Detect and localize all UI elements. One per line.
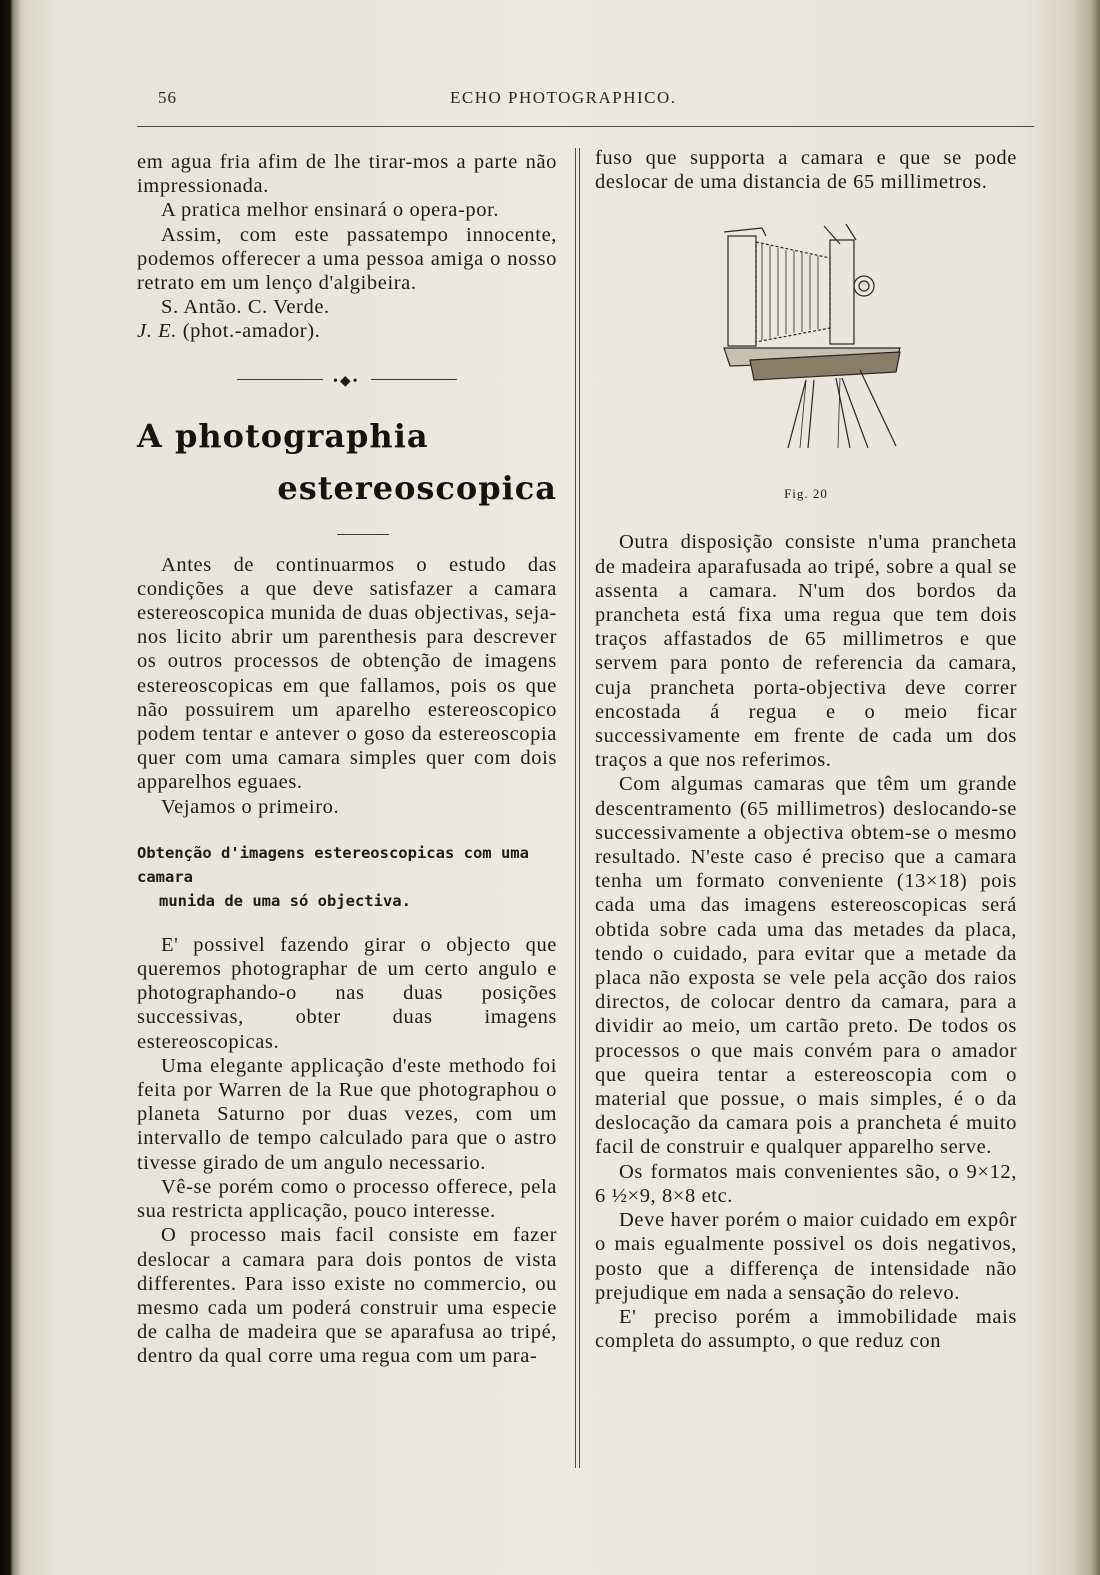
ornament-line	[371, 379, 457, 380]
article-title-line1: A photographia	[137, 416, 429, 455]
lens	[854, 276, 874, 296]
right-column	[595, 146, 1017, 1353]
camera-front-standard	[830, 240, 854, 344]
paragraph: Vejamos o primeiro.	[161, 795, 340, 818]
signature-initials: J. E.	[137, 320, 177, 343]
paragraph: Assim, com este passatempo innocente, podemos offerecer a uma pessoa amiga o nosso retrato em um lenço d'algibeira.	[137, 223, 557, 295]
paragraph: E' preciso porém a immobilidade mais completa do assumpto, o que reduz con	[595, 1305, 1017, 1353]
paragraph: Com algumas camaras que têm um grande descentramento (65 millimetros) deslocando-se successivamente a objectiva obtem-se o mesmo resultado. N'este caso é preciso que a camara tenha um formato conveniente (13×18) pois cada uma das imagens estereoscopicas será obtida sobre cada uma das metades da placa, tendo o cuidado, para evitar que a metade da placa não exposta se vele pela acção dos raios directos, de colocar dentro da camara, para a dividir ao meio, um cartão preto. De todos os processos o que mais convém para o amador que queira tentar a estereoscopia com o material que possue, o mais simples, é o da deslocação da camara pois a prancheta é muito facil de construir e qualquer apparelho serve.	[595, 773, 1017, 1159]
section-heading-line2: munida de uma só objectiva.	[159, 891, 411, 910]
paragraph: Os formatos mais convenientes são, o 9×12, 6 ½×9, 8×8 etc.	[595, 1160, 1017, 1207]
paragraph: Antes de continuarmos o estudo das condições a que deve satisfazer a camara estereoscopica munida de duas objectivas, seja-nos licito abrir um parenthesis para descrever os outros processos de obtenção de imagens estereoscopicas em que fallamos, pois os que não possuirem um aparelho estereoscopico podem tentar e antever o goso da estereoscopia quer com uma camara simples quer com dois apparelhos eguaes.	[137, 553, 557, 794]
figure-caption: Fig. 20	[784, 486, 828, 502]
section-heading-line1: Obtenção d'imagens estereoscopicas com uma camara	[137, 843, 529, 886]
signature-role: (phot.-amador).	[182, 320, 321, 343]
running-head	[20, 86, 1100, 110]
header-rule	[137, 126, 1034, 127]
article-title-line2: estereoscopica	[277, 468, 557, 507]
section-ornament	[237, 370, 457, 390]
journal-title: ECHO PHOTOGRAPHICO.	[450, 88, 677, 107]
paragraph: Uma elegante applicação d'este methodo foi feita por Warren de la Rue que photographou o planeta Saturno por duas vezes, com um intervallo de tempo calculado para que o astro tivesse girado de um angulo necessario.	[137, 1054, 557, 1174]
camera-on-tripod-illustration	[710, 220, 910, 450]
paragraph: Deve haver porém o maior cuidado em expôr o mais egualmente possivel os dois negativos, posto que a differença de intensidade não prejudique em nada a sensação do relevo.	[595, 1209, 1017, 1304]
ornament-line	[237, 379, 323, 380]
section-heading	[137, 841, 557, 913]
continued-paragraph: fuso que supporta a camara e que se pode deslocar de uma distancia de 65 millimetros.	[595, 147, 1017, 194]
paragraph: O processo mais facil consiste em fazer deslocar a camara para dois pontos de vista differentes. Para isso existe no commercio, ou mesmo cada um poderá construir uma especie de calha de madeira que se aparafusa ao tripé, dentro da qual corre uma regua com um para-	[137, 1224, 557, 1368]
tripod-legs	[788, 370, 896, 448]
continued-paragraph: em agua fria afim de lhe tirar-mos a parte não impressionada.	[137, 151, 557, 198]
page-number: 56	[158, 88, 177, 107]
title-rule	[337, 534, 389, 535]
ornament-diamond-icon: •◆•	[333, 373, 360, 389]
paragraph: Vê-se porém como o processo offerece, pela sua restricta applicação, pouco interesse.	[137, 1175, 557, 1223]
signature	[137, 319, 557, 343]
signature-place: S. Antão. C. Verde.	[161, 296, 330, 319]
camera-rear-frame	[728, 236, 756, 346]
article-title	[137, 416, 557, 508]
column-divider-rule-inner	[579, 148, 580, 1468]
paragraph: E' possivel fazendo girar o objecto que queremos photographar de um certo angulo e photographando-o nas duas posições successivas, obter duas imagens estereoscopicas.	[137, 933, 557, 1053]
page-sheet	[20, 0, 1100, 1575]
paragraph: A pratica melhor ensinará o opera-por.	[161, 199, 500, 222]
paragraph: Outra disposição consiste n'uma prancheta de madeira aparafusada ao tripé, sobre a qual se assenta a camara. N'um dos bordos da prancheta está fixa uma regua que tem dois traços affastados de 65 millimetros e que servem para ponto de referencia da camara, cuja prancheta porta-objectiva deve correr encostada á regua e o meio ficar successivamente em frente de cada um dos traços a que nos referimos.	[595, 531, 1017, 772]
left-column	[137, 150, 557, 1369]
figure	[595, 214, 1017, 514]
camera-bellows	[756, 242, 830, 342]
column-divider-rule	[575, 148, 576, 1468]
